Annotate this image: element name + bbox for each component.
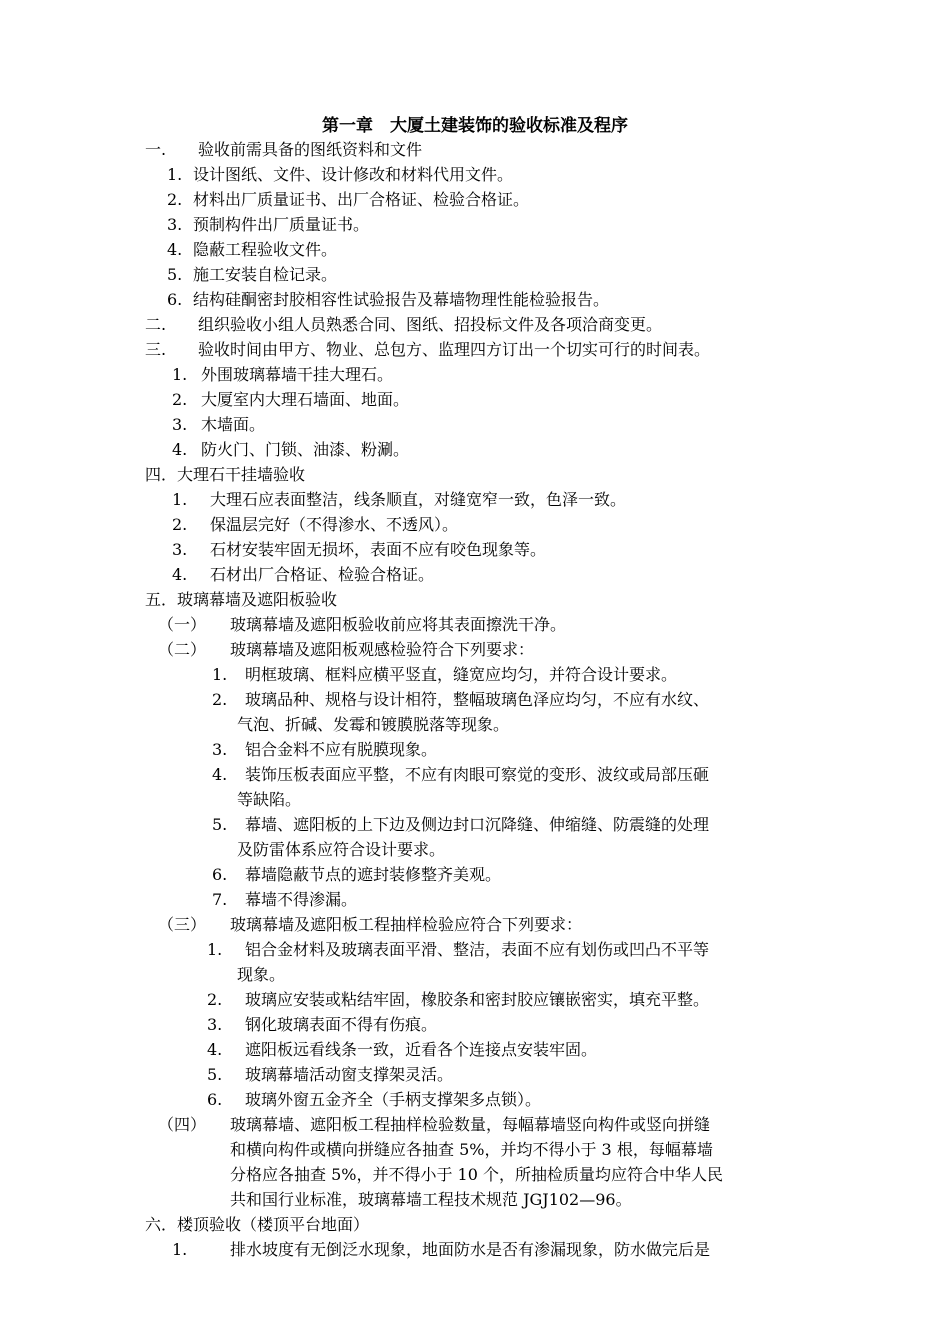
list-item-number: 2. xyxy=(167,190,183,209)
list-item-text-continued: 及防雷体系应符合设计要求。 xyxy=(237,840,446,859)
list-item-text: 钢化玻璃表面不得有伤痕。 xyxy=(245,1015,438,1034)
list-item-text: 大厦室内大理石墙面、地面。 xyxy=(201,390,410,409)
subsection-marker: （一） xyxy=(158,615,207,634)
list-item-number: 3. xyxy=(167,215,183,234)
section-1-heading: 验收前需具备的图纸资料和文件 xyxy=(198,140,423,159)
subsection-text-continued: 共和国行业标准，玻璃幕墙工程技术规范 JGJ102—96。 xyxy=(230,1190,632,1209)
subsection-text-continued: 和横向构件或横向拼缝应各抽查 5%，并均不得小于 3 根，每幅幕墙 xyxy=(230,1140,713,1159)
list-item-text-continued: 现象。 xyxy=(237,965,286,984)
chapter-title: 第一章 大厦土建装饰的验收标准及程序 xyxy=(322,116,628,136)
list-item-text: 保温层完好（不得渗水、不透风）。 xyxy=(210,515,459,534)
list-item-number: 7. xyxy=(212,890,228,909)
section-3-marker: 三. xyxy=(145,340,167,359)
list-item-number: 5. xyxy=(207,1065,223,1084)
list-item-text: 铝合金材料及玻璃表面平滑、整洁，表面不应有划伤或凹凸不平等 xyxy=(245,940,710,959)
list-item-number: 3. xyxy=(207,1015,223,1034)
list-item-number: 2. xyxy=(207,990,223,1009)
list-item-number: 4. xyxy=(207,1040,223,1059)
list-item-text: 排水坡度有无倒泛水现象，地面防水是否有渗漏现象，防水做完后是 xyxy=(230,1240,711,1259)
list-item-number: 4. xyxy=(212,765,228,784)
list-item-number: 2. xyxy=(172,390,188,409)
section-2-marker: 二. xyxy=(145,315,167,334)
list-item-number: 3. xyxy=(212,740,228,759)
list-item-text: 隐蔽工程验收文件。 xyxy=(193,240,338,259)
list-item-text: 玻璃外窗五金齐全（手柄支撑架多点锁）。 xyxy=(245,1090,542,1109)
list-item-number: 3. xyxy=(172,415,188,434)
list-item-number: 1. xyxy=(172,1240,188,1259)
list-item-number: 4. xyxy=(172,440,188,459)
list-item-text: 设计图纸、文件、设计修改和材料代用文件。 xyxy=(193,165,514,184)
list-item-text: 石材安装牢固无损坏，表面不应有咬色现象等。 xyxy=(210,540,547,559)
list-item-number: 6. xyxy=(207,1090,223,1109)
list-item-number: 1. xyxy=(172,490,188,509)
list-item-text: 幕墙、遮阳板的上下边及侧边封口沉降缝、伸缩缝、防震缝的处理 xyxy=(245,815,710,834)
list-item-text: 铝合金料不应有脱膜现象。 xyxy=(245,740,438,759)
list-item-text: 幕墙不得渗漏。 xyxy=(245,890,358,909)
section-3-heading: 验收时间由甲方、物业、总包方、监理四方订出一个切实可行的时间表。 xyxy=(198,340,711,359)
section-2-heading: 组织验收小组人员熟悉合同、图纸、招投标文件及各项洽商变更。 xyxy=(198,315,663,334)
list-item-number: 4. xyxy=(172,565,188,584)
list-item-text: 材料出厂质量证书、出厂合格证、检验合格证。 xyxy=(193,190,530,209)
section-4-heading: 四．大理石干挂墙验收 xyxy=(145,465,306,484)
subsection-text: 玻璃幕墙及遮阳板工程抽样检验应符合下列要求： xyxy=(230,915,583,934)
subsection-text: 玻璃幕墙、遮阳板工程抽样检验数量，每幅幕墙竖向构件或竖向拼缝 xyxy=(230,1115,711,1134)
list-item-text-continued: 气泡、折碱、发霉和镀膜脱落等现象。 xyxy=(237,715,510,734)
subsection-marker: （二） xyxy=(158,640,207,659)
list-item-text: 幕墙隐蔽节点的遮封装修整齐美观。 xyxy=(245,865,502,884)
list-item-number: 4. xyxy=(167,240,183,259)
list-item-text: 遮阳板远看线条一致，近看各个连接点安装牢固。 xyxy=(245,1040,598,1059)
list-item-number: 2. xyxy=(212,690,228,709)
subsection-marker: （四） xyxy=(158,1115,207,1134)
section-6-heading: 六．楼顶验收（楼顶平台地面） xyxy=(145,1215,370,1234)
list-item-text: 外围玻璃幕墙干挂大理石。 xyxy=(201,365,394,384)
list-item-text: 木墙面。 xyxy=(201,415,266,434)
section-1-marker: 一. xyxy=(145,140,167,159)
list-item-text: 石材出厂合格证、检验合格证。 xyxy=(210,565,435,584)
subsection-marker: （三） xyxy=(158,915,207,934)
list-item-text: 玻璃应安装或粘结牢固，橡胶条和密封胶应镶嵌密实，填充平整。 xyxy=(245,990,710,1009)
list-item-text: 明框玻璃、框料应横平竖直，缝宽应均匀，并符合设计要求。 xyxy=(245,665,678,684)
list-item-text: 防火门、门锁、油漆、粉涮。 xyxy=(201,440,410,459)
list-item-text: 结构硅酮密封胶相容性试验报告及幕墙物理性能检验报告。 xyxy=(193,290,610,309)
list-item-text-continued: 等缺陷。 xyxy=(237,790,302,809)
list-item-text: 装饰压板表面应平整，不应有肉眼可察觉的变形、波纹或局部压砸 xyxy=(245,765,710,784)
list-item-number: 5. xyxy=(212,815,228,834)
list-item-number: 5. xyxy=(167,265,183,284)
list-item-number: 1. xyxy=(172,365,188,384)
subsection-text-continued: 分格应各抽查 5%，并不得小于 10 个，所抽检质量均应符合中华人民 xyxy=(230,1165,724,1184)
list-item-number: 3. xyxy=(172,540,188,559)
list-item-number: 1. xyxy=(167,165,183,184)
section-5-heading: 五．玻璃幕墙及遮阳板验收 xyxy=(145,590,338,609)
list-item-number: 6. xyxy=(212,865,228,884)
list-item-number: 2. xyxy=(172,515,188,534)
list-item-text: 施工安装自检记录。 xyxy=(193,265,338,284)
list-item-number: 6. xyxy=(167,290,183,309)
list-item-number: 1. xyxy=(212,665,228,684)
list-item-text: 玻璃品种、规格与设计相符，整幅玻璃色泽应均匀，不应有水纹、 xyxy=(245,690,710,709)
subsection-text: 玻璃幕墙及遮阳板验收前应将其表面擦洗干净。 xyxy=(230,615,567,634)
list-item-text: 玻璃幕墙活动窗支撑架灵活。 xyxy=(245,1065,454,1084)
list-item-text: 大理石应表面整洁，线条顺直，对缝宽窄一致，色泽一致。 xyxy=(210,490,627,509)
subsection-text: 玻璃幕墙及遮阳板观感检验符合下列要求： xyxy=(230,640,535,659)
list-item-text: 预制构件出厂质量证书。 xyxy=(193,215,370,234)
list-item-number: 1. xyxy=(207,940,223,959)
